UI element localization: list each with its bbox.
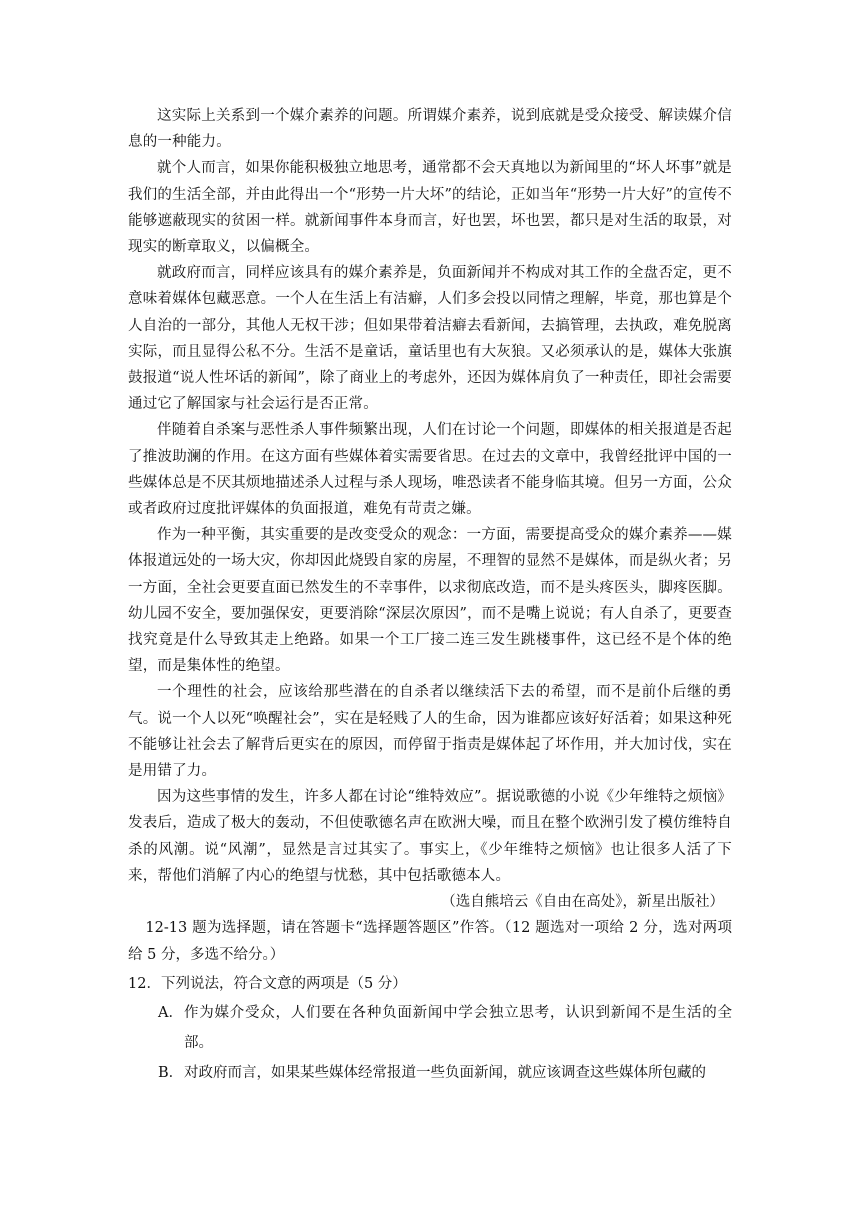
document-content xyxy=(128,103,732,1088)
article-paragraph-5: 作为一种平衡，其实重要的是改变受众的观念：一方面，需要提高受众的媒介素养——媒体报道远处的一场大灾，你却因此烧毁自家的房屋，不理智的显然不是媒体，而是纵火者；另一方面，全社会更要直面已然发生的不幸事件，以求彻底改造，而不是头疼医头，脚疼医脚。幼儿园不安全，要加强保安，更要消除“深层次原因”，而不是嘴上说说；有人自杀了，更要查找究竟是什么导致其走上绝路。如果一个工厂接二连三发生跳楼事件，这已经不是个体的绝望，而是集体性的绝望。 xyxy=(128,527,732,675)
article-paragraph-1: 这实际上关系到一个媒介素养的问题。所谓媒介素养，说到底就是受众接受、解读媒介信息的一种能力。 xyxy=(128,108,732,151)
article-paragraph-4: 伴随着自杀案与恶性杀人事件频繁出现，人们在讨论一个问题，即媒体的相关报道是否起了推波助澜的作用。在这方面有些媒体着实需要省思。在过去的文章中，我曾经批评中国的一些媒体总是不厌其烦地描述杀人过程与杀人现场，唯恐读者不能身临其境。但另一方面，公众或者政府过度批评媒体的负面报道，难免有苛责之嫌。 xyxy=(128,422,732,518)
article-paragraph-6: 一个理性的社会，应该给那些潜在的自杀者以继续活下去的希望，而不是前仆后继的勇气。说一个人以死“唤醒社会”，实在是轻贱了人的生命，因为谁都应该好好活着；如果这种死不能够让社会去了解背后更实在的原因，而停留于指责是媒体起了坏作用，并大加讨伐，实在是用错了力。 xyxy=(128,684,732,780)
option-b-text: 对政府而言，如果某些媒体经常报道一些负面新闻，就应该调查这些媒体所包藏的 xyxy=(184,1064,706,1081)
option-a-text: 作为媒介受众，人们要在各种负面新闻中学会独立思考，认识到新闻不是生活的全部。 xyxy=(184,1004,732,1051)
article-source: （选自熊培云《自由在高处》，新星出版社） xyxy=(441,894,724,911)
article-paragraph-2: 就个人而言，如果你能积极独立地思考，通常都不会天真地以为新闻里的“坏人坏事”就是我们的生活全部，并由此得出一个“形势一片大坏”的结论，正如当年“形势一片大好”的宣传不能够遮蔽现实的贫困一样。就新闻事件本身而言，好也罢，坏也罢，都只是对生活的取景，对现实的断章取义，以偏概全。 xyxy=(128,160,732,256)
option-a xyxy=(128,998,732,1058)
option-b xyxy=(128,1058,732,1088)
article-paragraph-7: 因为这些事情的发生，许多人都在讨论“维特效应”。据说歌德的小说《少年维特之烦恼》发表后，造成了极大的轰动，不但使歌德名声在欧洲大噪，而且在整个欧洲引发了模仿维特自杀的风潮。说“风潮”，显然是言过其实了。事实上，《少年维特之烦恼》也让很多人活了下来，帮他们消解了内心的绝望与忧愁，其中包括歌德本人。 xyxy=(128,789,732,884)
question-stem: 12．下列说法，符合文意的两项是（5 分） xyxy=(128,975,407,992)
option-b-letter: B． xyxy=(158,1064,184,1081)
article-paragraph-3: 就政府而言，同样应该具有的媒介素养是，负面新闻并不构成对其工作的全盘否定，更不意味着媒体包藏恶意。一个人在生活上有洁癖，人们多会投以同情之理解，毕竟，那也算是个人自治的一部分，其他人无权干涉；但如果带着洁癖去看新闻，去搞管理，去执政，难免脱离实际，而且显得公私不分。生活不是童话，童话里也有大灰狼。又必须承认的是，媒体大张旗鼓报道“说人性坏话的新闻”，除了商业上的考虑外，还因为媒体肩负了一种责任，即社会需要通过它了解国家与社会运行是否正常。 xyxy=(128,265,732,413)
question-instruction: 12-13 题为选择题，请在答题卡“选择题答题区”作答。（12 题选对一项给 2 分，选对两项给 5 分，多选不给分。） xyxy=(128,920,732,963)
option-a-letter: A． xyxy=(158,1004,183,1021)
